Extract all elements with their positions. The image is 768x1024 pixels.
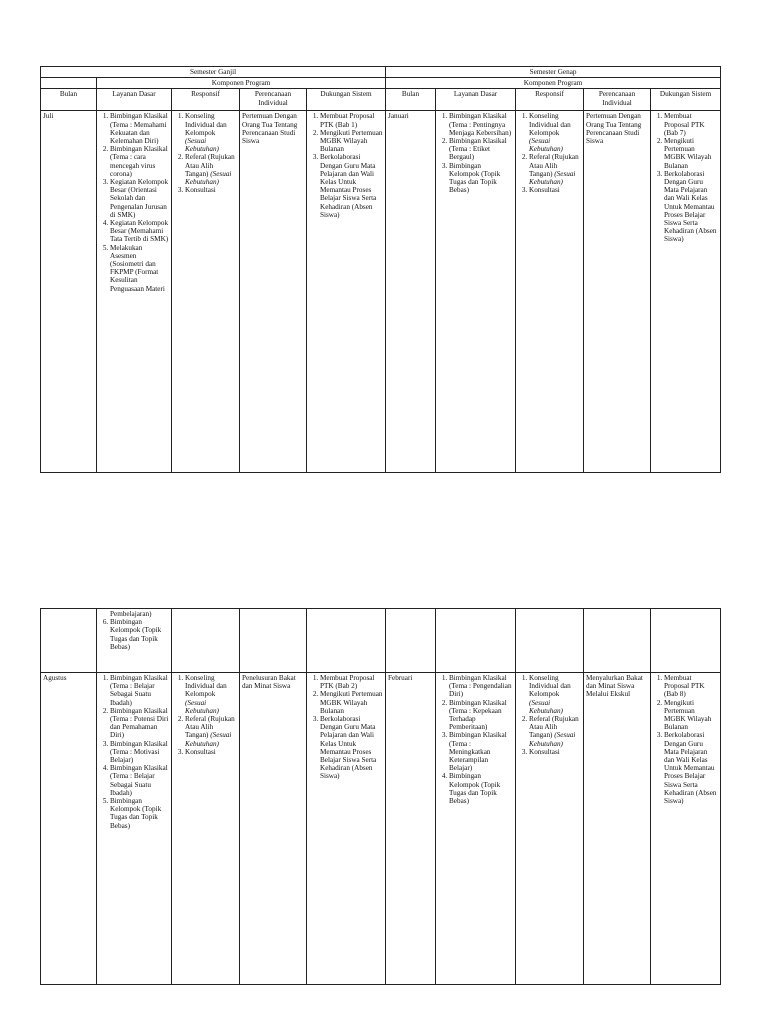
list-item: 5. Melakukan Asesmen (Sosiometri dan FKPMP (Format Kesulitan Penguasaan Materi (110, 244, 169, 293)
col-header-responsif: Responsif (172, 89, 240, 111)
list-item: 1. Membuat Proposal PTK (Bab 7) (664, 112, 718, 137)
list-item: 1. Membuat Proposal PTK (Bab 8) (664, 674, 718, 699)
list-item: 3. Konsultasi (185, 748, 237, 756)
list-item: 1. Konseling Individual dan Kelompok (Sesuai Kebutuhan) (185, 112, 237, 153)
list-item: 3. Berkolaborasi Dengan Guru Mata Pelajaran dan Wali Kelas Untuk Memantau Proses Belajar Siswa Serta Kehadiran (Absen Siswa) (664, 170, 718, 244)
responsif-cell (516, 111, 584, 473)
layanan-dasar-cell (436, 673, 516, 985)
list-item: 3. Bimbingan Kelompok (Topik Tugas dan Topik Bebas) (449, 162, 513, 195)
col-header-layanan-dasar: Layanan Dasar (97, 89, 172, 111)
col-header-perencanaan: Perencanaan Individual (584, 89, 651, 111)
komponen-program-header: Komponen Program (386, 78, 721, 89)
list-item: 3. Kegiatan Kelompok Besar (Orientasi Sekolah dan Pengenalan Jurusan di SMK) (110, 178, 169, 219)
program-table-2 (40, 608, 721, 985)
list-item: 3. Konsultasi (529, 748, 581, 756)
list-item: 1. Bimbingan Klasikal (Tema : Belajar Sebagai Suatu Ibadah) (110, 674, 169, 707)
dukungan-cell (307, 673, 386, 985)
continued-text: Pembelajaran) (110, 610, 152, 618)
list-item: 3. Berkolaborasi Dengan Guru Mata Pelajaran dan Wali Kelas Untuk Memantau Proses Belajar Siswa Serta Kehadiran (Absen Siswa) (320, 153, 383, 219)
bulan-cell: Juli (41, 111, 97, 473)
col-header-dukungan: Dukungan Sistem (307, 89, 386, 111)
col-header-dukungan: Dukungan Sistem (651, 89, 721, 111)
col-header-perencanaan: Perencanaan Individual (240, 89, 307, 111)
list-item: 2. Bimbingan Klasikal (Tema : Potensi Diri dan Pemahaman Diri) (110, 707, 169, 740)
col-header-bulan: Bulan (386, 89, 436, 111)
responsif-cell (172, 111, 240, 473)
table-row (41, 111, 721, 473)
list-item: 1. Bimbingan Klasikal (Tema : Memahami Kekuatan dan Kelemahan Diri) (110, 112, 169, 145)
list-item: 2. Bimbingan Klasikal (Tema : Etiket Bergaul) (449, 137, 513, 162)
bulan-cell: Januari (386, 111, 436, 473)
list-item: 3. Konsultasi (185, 186, 237, 194)
responsif-cell (516, 673, 584, 985)
list-item: 1. Membuat Proposal PTK (Bab 2) (320, 674, 383, 690)
list-item: 2. Mengikuti Pertemuan MGBK Wilayah Bulanan (320, 129, 383, 154)
bulan-cell: Februari (386, 673, 436, 985)
perencanaan-cell: Penelusuran Bakat dan Minat Siswa (240, 673, 307, 985)
list-item: 2. Referal (Rujukan Atau Alih Tangan) (Sesuai Kebutuhan) (529, 153, 581, 186)
perencanaan-cell: Pertemuan Dengan Orang Tua Tentang Perencanaan Studi Siswa (240, 111, 307, 473)
list-item: 2. Referal (Rujukan Atau Alih Tangan) (Sesuai Kebutuhan) (529, 715, 581, 748)
list-item: 4. Kegiatan Kelompok Besar (Memahami Tata Tertib di SMK) (110, 219, 169, 244)
semester-ganjil-header: Semester Ganjil (41, 67, 386, 78)
list-item: 5. Bimbingan Kelompok (Topik Tugas dan Topik Bebas) (110, 797, 169, 830)
list-item: 1. Konseling Individual dan Kelompok (Sesuai Kebutuhan) (529, 674, 581, 715)
list-item: 2. Bimbingan Klasikal (Tema : cara mencegah virus corona) (110, 145, 169, 178)
layanan-dasar-cell (97, 111, 172, 473)
list-item: 3. Konsultasi (529, 186, 581, 194)
layanan-dasar-cell (97, 673, 172, 985)
perencanaan-cell: Menyalurkan Bakat dan Minat Siswa Melalui Ekskul (584, 673, 651, 985)
table-row (41, 673, 721, 985)
list-item: 1. Konseling Individual dan Kelompok (Sesuai Kebutuhan) (529, 112, 581, 153)
col-header-bulan: Bulan (41, 89, 97, 111)
list-item: 3. Bimbingan Klasikal (Tema : Motivasi Belajar) (110, 740, 169, 765)
list-item: 1. Bimbingan Klasikal (Tema : Pentingnya Menjaga Kebersihan) (449, 112, 513, 137)
list-item: 4. Bimbingan Kelompok (Topik Tugas dan Topik Bebas) (449, 772, 513, 805)
perencanaan-cell: Pertemuan Dengan Orang Tua Tentang Perencanaan Studi Siswa (584, 111, 651, 473)
list-item: 2. Mengikuti Pertemuan MGBK Wilayah Bulanan (320, 690, 383, 715)
list-item: 3. Berkolaborasi Dengan Guru Mata Pelajaran dan Wali Kelas Untuk Memantau Proses Belajar Siswa Serta Kehadiran (Absen Siswa) (664, 731, 718, 805)
responsif-cell (172, 673, 240, 985)
list-item: 6. Bimbingan Kelompok (Topik Tugas dan Topik Bebas) (110, 618, 169, 651)
list-item: 3. Berkolaborasi Dengan Guru Mata Pelajaran dan Wali Kelas Untuk Memantau Proses Belajar Siswa Serta Kehadiran (Absen Siswa) (320, 715, 383, 781)
list-item: 1. Membuat Proposal PTK (Bab 1) (320, 112, 383, 128)
komponen-program-header: Komponen Program (97, 78, 386, 89)
list-item: 2. Mengikuti Pertemuan MGBK Wilayah Bulanan (664, 137, 718, 170)
semester-genap-header: Semester Genap (386, 67, 721, 78)
program-table-1 (40, 66, 721, 473)
bulan-cell: Agustus (41, 673, 97, 985)
dukungan-cell (651, 673, 721, 985)
layanan-dasar-cell (97, 609, 172, 673)
layanan-dasar-cell (436, 111, 516, 473)
list-item: 1. Konseling Individual dan Kelompok (Sesuai Kebutuhan) (185, 674, 237, 715)
list-item: 2. Bimbingan Klasikal (Tema : Kepekaan Terhadap Pemberitaan) (449, 699, 513, 732)
table-row (41, 609, 721, 673)
col-header-responsif: Responsif (516, 89, 584, 111)
dukungan-cell (307, 111, 386, 473)
list-item: 1. Bimbingan Klasikal (Tema : Pengendalian Diri) (449, 674, 513, 699)
dukungan-cell (651, 111, 721, 473)
list-item: 2. Referal (Rujukan Atau Alih Tangan) (Sesuai Kebutuhan) (185, 715, 237, 748)
list-item: 4. Bimbingan Klasikal (Tema : Belajar Sebagai Suatu Ibadah) (110, 764, 169, 797)
list-item: 2. Mengikuti Pertemuan MGBK Wilayah Bulanan (664, 699, 718, 732)
list-item: 3. Bimbingan Klasikal (Tema : Meningkatkan Keterampilan Belajar) (449, 731, 513, 772)
col-header-layanan-dasar: Layanan Dasar (436, 89, 516, 111)
list-item: 2. Referal (Rujukan Atau Alih Tangan) (Sesuai Kebutuhan) (185, 153, 237, 186)
